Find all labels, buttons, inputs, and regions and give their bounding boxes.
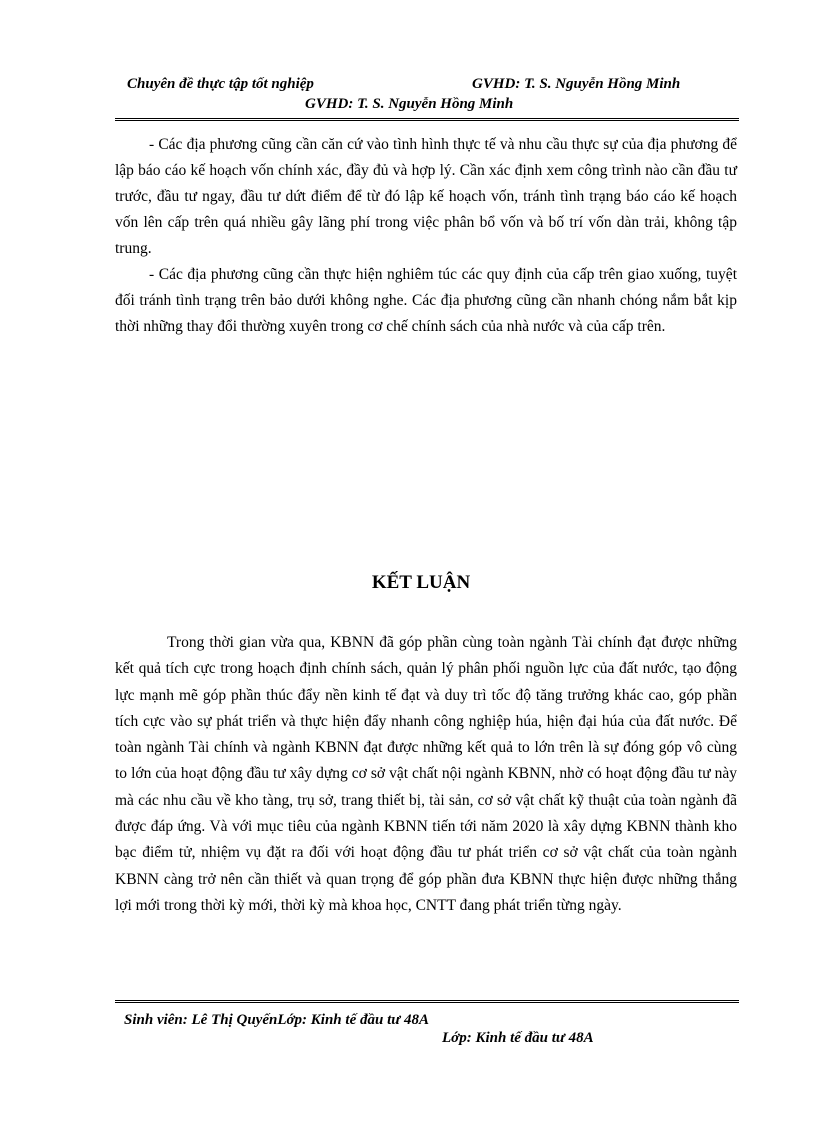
page-header <box>127 76 727 96</box>
supervisor-name: GVHD: T. S. Nguyễn Hồng Minh <box>472 76 681 92</box>
recommendation-paragraph-2: - Các địa phương cũng cần thực hiện nghiêm túc các quy định của cấp trên giao xuống, tuyệt đối tránh tình trạng trên bảo dưới không nghe. Các địa phương cũng cần nhanh chóng nắm bắt kịp thời những thay đổi thường xuyên trong cơ chế chính sách của nhà nước và của cấp trên. <box>115 266 737 335</box>
footer-divider <box>115 1000 739 1003</box>
conclusion-paragraph: Trong thời gian vừa qua, KBNN đã góp phần cùng toàn ngành Tài chính đạt được những kết quả tích cực trong hoạch định chính sách, quản lý phân phối nguồn lực của đất nước, tạo động lực mạnh mẽ góp phần thúc đẩy nền kinh tế đạt và duy trì tốc độ tăng trưởng khác cao, góp phần tích cực vào sự phát triển và thực hiện đẩy nhanh công nghiệp húa, hiện đại húa của đất nước. Để toàn ngành Tài chính và ngành KBNN đạt được những kết quả to lớn trên là sự đóng góp vô cùng to lớn của hoạt động đầu tư xây dựng cơ sở vật chất nội ngành KBNN, nhờ có hoạt động đầu tư này mà các nhu cầu về kho tàng, trụ sở, trang thiết bị, tài sản, cơ sở vật chất kỹ thuật của toàn ngành đã được đáp ứng. Và với mục tiêu của ngành KBNN tiến tới năm 2020 là xây dựng KBNN thành kho bạc điểm tử, nhiệm vụ đặt ra đối với hoạt động đầu tư phát triển cơ sở vật chất của toàn ngành KBNN càng trở nên cần thiết và quan trọng để góp phần đưa KBNN thực hiện được những thắng lợi mới trong thời kỳ mới, thời kỳ mà khoa học, CNTT đang phát triển từng ngày. <box>115 634 737 914</box>
conclusion-heading: KẾT LUẬN <box>371 572 471 593</box>
student-info: Sinh viên: Lê Thị QuyếnLớp: Kinh tế đầu tư 48A <box>124 1012 429 1028</box>
thesis-title: Chuyên đề thực tập tốt nghiệp <box>127 76 314 92</box>
supervisor-name-repeat: GVHD: T. S. Nguyễn Hồng Minh <box>305 96 514 112</box>
class-info: Lớp: Kinh tế đầu tư 48A <box>442 1030 594 1046</box>
recommendation-paragraph-1: - Các địa phương cũng cần căn cứ vào tình hình thực tế và nhu cầu thực sự của địa phương để lập báo cáo kế hoạch vốn chính xác, đầy đủ và hợp lý. Cần xác định xem công trình nào cần đầu tư trước, đầu tư ngay, đầu tư dứt điểm để từ đó lập kế hoạch vốn, tránh tình trạng báo cáo kế hoạch vốn lên cấp trên quá nhiều gây lãng phí trong việc phân bổ vốn và bố trí vốn dàn trải, không tập trung. <box>115 136 737 257</box>
header-divider <box>115 118 739 121</box>
